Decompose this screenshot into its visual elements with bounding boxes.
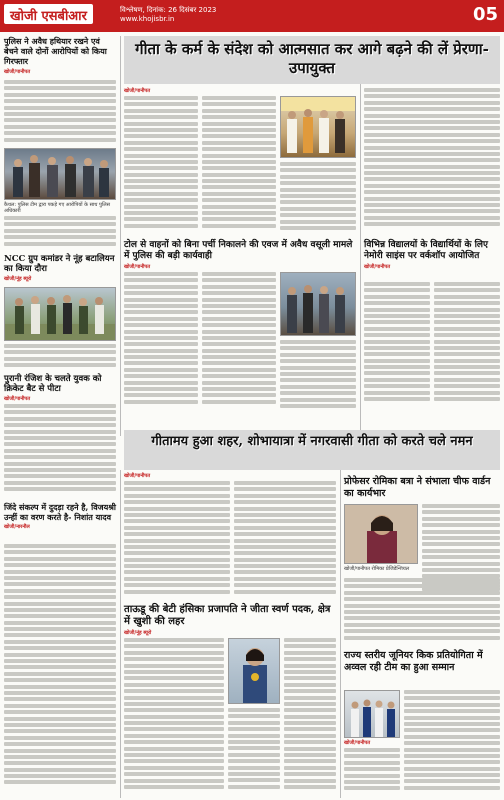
story-cricket: [4, 374, 116, 402]
column-divider: [360, 36, 361, 436]
story-byline: खोजी/पानीपत: [344, 740, 371, 746]
story-tawadu-body-col1: [124, 638, 224, 796]
story-gitamay-body-col1: [124, 481, 230, 599]
story-toll-body-col3: [280, 340, 356, 412]
story-vidyalaya-body-col2: [434, 282, 500, 412]
story-gita-body-col4: [364, 88, 500, 236]
story-ncc: [4, 254, 116, 282]
story-tawadu-body-col2: [284, 638, 336, 796]
gita-main-banner: [124, 36, 500, 84]
story-vidyalaya: [364, 240, 500, 270]
story-byline: खोजी/पानीपत: [124, 88, 151, 94]
story-ncc-body: [4, 344, 116, 370]
story-professor-body-col2: [344, 578, 500, 644]
story-byline: खोजी/नारनौल: [4, 524, 30, 530]
masthead: [0, 0, 504, 32]
column-divider: [340, 470, 341, 798]
story-toll-body-col1: [124, 272, 198, 412]
story-toll-body-col2: [202, 272, 276, 412]
ncc-photo: [4, 287, 116, 341]
police-photo: [4, 148, 116, 200]
column-divider: [120, 36, 121, 436]
story-headline: गीता के कर्म के संदेश को आत्मसात कर आगे बढ़ने की लें प्रेरणा-उपायुक्त: [135, 40, 489, 77]
toll-police-photo: [280, 272, 356, 336]
page-number: 05: [472, 4, 498, 25]
story-headline: विभिन्न विद्यालयों के विद्यार्थियों के लिए नेमोरी साइंस पर वर्कशॉप आयोजित: [364, 240, 488, 261]
story-headline: राज्य स्तरीय जूनियर किक प्रतियोगिता में अव्वल रही टीम का हुआ सम्मान: [344, 650, 483, 673]
column-divider: [120, 470, 121, 798]
story-headline: गीतामय हुआ शहर, शोभायात्रा में नगरवासी गीता को करते चले नमन: [151, 434, 473, 449]
story-headline: जिंदे संकल्प में दुदड़ा रहने है, विजयश्री उन्हीं का वरण करते है- निशांत यादव: [4, 502, 116, 522]
story-gitamay-body-col2: [234, 481, 336, 599]
story-byline: खोजी/पानीपत: [124, 264, 151, 270]
story-gita-body-col3: [280, 162, 356, 236]
story-byline: खोजी/नूंह ब्यूरो: [124, 630, 152, 636]
story-judo: [344, 650, 500, 674]
gita-event-photo: [280, 96, 356, 158]
story-police: [4, 36, 116, 75]
story-gita-body-col1: [124, 96, 198, 236]
story-byline: खोजी/नूंह ब्यूरो: [4, 276, 32, 282]
story-tawadu-body-col3: [228, 708, 280, 796]
hansika-photo: [228, 638, 280, 704]
story-police-body: [4, 80, 116, 146]
story-headline: प्रोफेसर रोमिका बत्रा ने संभाला चीफ वार्डन का कार्यभार: [344, 476, 491, 499]
story-headline: टोल से वाहनों को बिना पर्ची निकालने की एवज में अवैध वसूली मामले में पुलिस की बड़ी कार्यवाही: [124, 240, 353, 261]
story-headline: पुलिस ने अवैध हथियार रखने एवं बेचने वाले दोनों आरोपियों को किया गिरफ्तार: [4, 36, 107, 66]
story-toll: [124, 240, 356, 270]
story-professor: [344, 476, 500, 500]
masthead-meta: [120, 6, 420, 24]
story-byline: खोजी/पानीपत: [4, 69, 31, 75]
story-headline: NCC ग्रुप कमांडर ने नूंह बटालियन का किया दौरा: [4, 254, 115, 274]
story-jinde: [4, 502, 116, 530]
story-byline: खोजी/पानीपत: [364, 264, 391, 270]
story-judo-body-col2: [404, 690, 500, 796]
story-byline: खोजी/पानीपत: [4, 396, 31, 402]
newspaper-brand: खोजी एसबीआर: [4, 4, 93, 24]
police-photo-caption: कैथल: पुलिस टीम द्वारा पकड़े गए आरोपियों के साथ पुलिस अधिकारी: [4, 202, 110, 214]
professor-photo: [344, 504, 418, 564]
story-headline: पुरानी रंजिश के चलते युवक को क्रिकेट बैट से पीटा: [4, 374, 102, 394]
masthead-date: विश्लेषण, दिनांक: 26 दिसंबर 2023: [120, 6, 217, 14]
story-police-body-continued: [4, 216, 116, 250]
story-cricket-body: [4, 404, 116, 498]
story-byline: खोजी/पानीपत: [124, 473, 151, 479]
masthead-website: www.khojisbr.in: [120, 15, 175, 23]
judo-team-photo: [344, 690, 400, 738]
story-tawadu: [124, 604, 336, 636]
story-headline: ताऊडू की बेटी हंसिका प्रजापति ने जीता स्वर्ण पदक, क्षेत्र में खुशी की लहर: [124, 604, 331, 627]
story-judo-body-col1: [344, 748, 400, 796]
gitamay-banner: [124, 430, 500, 470]
story-gita-body-col2: [202, 96, 276, 236]
story-vidyalaya-body-col1: [364, 282, 430, 412]
story-jinde-body: [4, 544, 116, 796]
professor-photo-caption: खोजी/पानीपत रोमिका प्रेजिडेन्शियल: [344, 566, 410, 572]
